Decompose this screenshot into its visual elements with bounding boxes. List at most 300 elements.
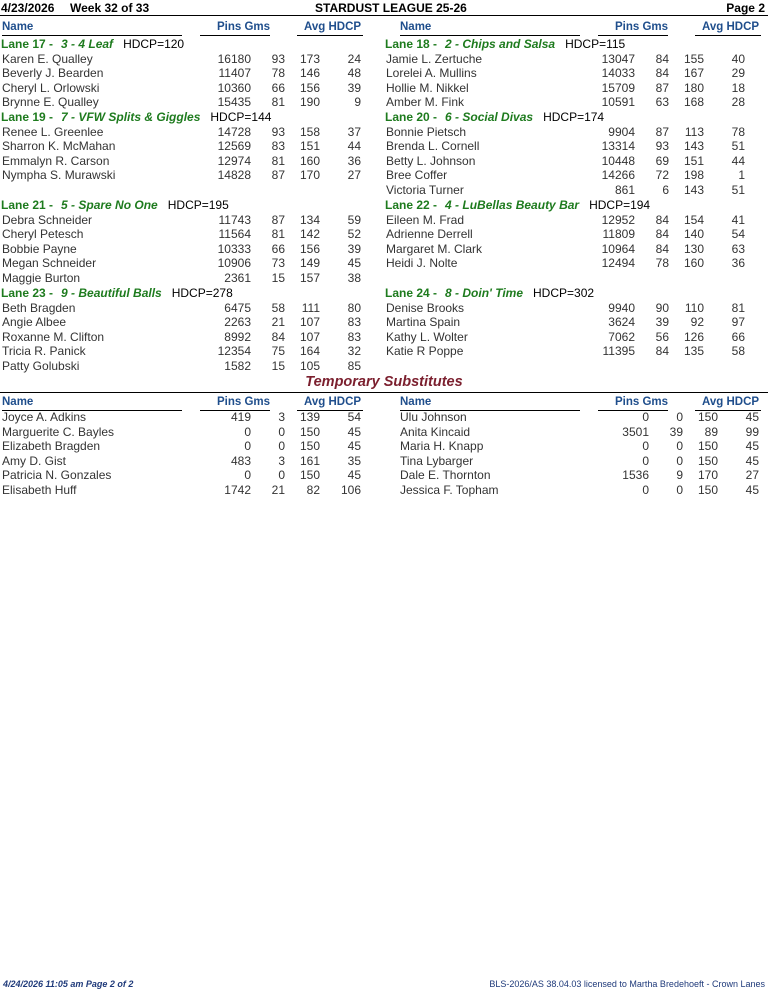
lane-number: Lane 17 - xyxy=(1,37,54,51)
bowler-pins: 13047 xyxy=(601,51,635,66)
column-header-underline xyxy=(200,35,270,36)
bowler-games: 15 xyxy=(271,270,285,285)
column-header-underline xyxy=(695,35,761,36)
bowler-row xyxy=(0,344,380,358)
bowler-games: 66 xyxy=(271,241,285,256)
bowler-average: 150 xyxy=(299,439,320,453)
bowler-name: Martina Spain xyxy=(386,315,461,329)
bowler-average: 156 xyxy=(299,80,320,95)
bowler-pins: 10360 xyxy=(217,80,251,95)
bowler-name: Beverly J. Bearden xyxy=(2,66,104,80)
bowler-games: 63 xyxy=(655,95,669,109)
bowler-row xyxy=(384,227,764,241)
bowler-row xyxy=(398,468,768,482)
bowler-name: Victoria Turner xyxy=(386,182,464,197)
bowler-name: Patricia N. Gonzales xyxy=(2,468,112,482)
bowler-name: Nympha S. Murawski xyxy=(2,168,116,182)
team-handicap: HDCP=174 xyxy=(543,110,605,124)
bowler-average: 149 xyxy=(299,256,320,270)
bowler-row xyxy=(398,425,768,439)
bowler-games: 84 xyxy=(655,227,669,241)
bowler-handicap: 63 xyxy=(731,241,745,256)
lane-heading xyxy=(1,37,184,51)
bowler-games: 39 xyxy=(655,315,669,329)
bowler-handicap: 59 xyxy=(347,212,361,227)
bowler-pins: 10906 xyxy=(217,256,251,270)
bowler-handicap: 45 xyxy=(745,410,759,424)
bowler-average: 170 xyxy=(299,168,320,182)
bowler-games: 81 xyxy=(271,227,285,241)
bowler-average: 198 xyxy=(683,168,704,182)
bowler-games: 90 xyxy=(655,300,669,315)
bowler-games: 6 xyxy=(662,182,669,197)
bowler-row xyxy=(0,154,380,168)
bowler-average: 150 xyxy=(697,482,718,497)
bowler-average: 113 xyxy=(684,124,704,139)
bowler-games: 73 xyxy=(271,256,285,270)
bowler-average: 126 xyxy=(683,329,704,344)
bowler-row xyxy=(0,483,380,497)
bowler-name: Jessica F. Topham xyxy=(400,482,499,497)
bowler-name: Lorelei A. Mullins xyxy=(386,66,477,80)
bowler-row xyxy=(0,271,380,285)
bowler-row xyxy=(384,315,764,329)
team-handicap: HDCP=194 xyxy=(589,198,651,212)
bowler-handicap: 39 xyxy=(347,80,361,95)
bowler-row xyxy=(384,301,764,315)
bowler-pins: 13314 xyxy=(601,139,635,153)
bowler-average: 157 xyxy=(299,270,320,285)
bowler-handicap: 81 xyxy=(731,300,745,315)
bowler-row xyxy=(0,315,380,329)
bowler-games: 58 xyxy=(271,300,285,315)
bowler-handicap: 83 xyxy=(347,329,361,344)
bowler-average: 110 xyxy=(684,300,704,315)
column-header-underline xyxy=(2,35,182,36)
bowler-pins: 7062 xyxy=(608,329,635,344)
bowler-name: Hollie M. Nikkel xyxy=(386,80,469,95)
bowler-pins: 10333 xyxy=(217,241,251,256)
bowler-pins: 9904 xyxy=(608,124,635,139)
bowler-pins: 419 xyxy=(230,410,251,424)
bowler-games: 21 xyxy=(271,482,285,497)
bowler-average: 140 xyxy=(683,227,704,241)
bowler-pins: 6475 xyxy=(224,300,251,315)
bowler-handicap: 27 xyxy=(745,468,759,482)
bowler-pins: 483 xyxy=(230,453,251,468)
bowler-row xyxy=(0,439,380,453)
team-name: 7 - VFW Splits & Giggles xyxy=(61,110,201,124)
bowler-handicap: 51 xyxy=(731,182,745,197)
bowler-pins: 10448 xyxy=(601,153,635,168)
bowler-games: 56 xyxy=(655,329,669,344)
bowler-name: Bobbie Payne xyxy=(2,241,77,256)
bowler-pins: 11407 xyxy=(218,66,251,80)
column-header-name: Name xyxy=(2,396,34,408)
bowler-games: 78 xyxy=(655,256,669,270)
lane-heading xyxy=(385,198,650,212)
bowler-name: Dale E. Thornton xyxy=(400,468,491,482)
bowler-games: 21 xyxy=(271,315,285,329)
substitutes-rule xyxy=(0,392,768,393)
team-handicap: HDCP=302 xyxy=(533,286,595,300)
bowler-row xyxy=(384,52,764,66)
lane-number: Lane 22 - xyxy=(385,198,438,212)
column-header-name: Name xyxy=(400,21,432,33)
bowler-row xyxy=(384,256,764,270)
team-handicap: HDCP=195 xyxy=(167,198,229,212)
bowler-average: 92 xyxy=(690,315,704,329)
bowler-games: 69 xyxy=(655,153,669,168)
bowler-handicap: 45 xyxy=(347,256,361,270)
week-label: Week 32 of 33 xyxy=(70,1,150,15)
bowler-games: 3 xyxy=(278,410,285,424)
bowler-row xyxy=(0,359,380,373)
bowler-pins: 14728 xyxy=(217,124,251,139)
bowler-pins: 14266 xyxy=(601,168,635,182)
bowler-average: 154 xyxy=(683,212,704,227)
bowler-name: Emmalyn R. Carson xyxy=(2,153,110,168)
lane-heading xyxy=(385,37,625,51)
bowler-games: 0 xyxy=(278,468,285,482)
bowler-average: 164 xyxy=(299,344,320,358)
bowler-name: Megan Schneider xyxy=(2,256,97,270)
bowler-handicap: 41 xyxy=(731,212,745,227)
bowler-games: 93 xyxy=(655,139,669,153)
bowler-games: 84 xyxy=(655,66,669,80)
bowler-pins: 11743 xyxy=(218,212,251,227)
bowler-row xyxy=(0,95,380,109)
bowler-games: 0 xyxy=(676,439,683,453)
bowler-games: 84 xyxy=(655,241,669,256)
bowler-name: Elisabeth Huff xyxy=(2,482,77,497)
bowler-average: 168 xyxy=(683,95,704,109)
bowler-handicap: 83 xyxy=(347,315,361,329)
bowler-pins: 12354 xyxy=(217,344,251,358)
bowler-pins: 14828 xyxy=(217,168,251,182)
bowler-row xyxy=(0,256,380,270)
column-header-avg-hdcp: Avg HDCP xyxy=(304,396,362,408)
bowler-pins: 12974 xyxy=(217,153,251,168)
bowler-games: 0 xyxy=(676,410,683,424)
bowler-name: Patty Golubski xyxy=(2,358,80,373)
bowler-pins: 0 xyxy=(244,439,251,453)
bowler-row xyxy=(398,439,768,453)
bowler-pins: 12952 xyxy=(601,212,635,227)
bowler-row xyxy=(0,410,380,424)
bowler-pins: 10591 xyxy=(601,95,635,109)
bowler-games: 0 xyxy=(676,453,683,468)
lane-number: Lane 19 - xyxy=(1,110,54,124)
bowler-name: Tina Lybarger xyxy=(400,453,474,468)
bowler-row xyxy=(384,154,764,168)
bowler-pins: 0 xyxy=(642,439,649,453)
bowler-row xyxy=(0,242,380,256)
team-handicap: HDCP=120 xyxy=(123,37,185,51)
team-name: 4 - LuBellas Beauty Bar xyxy=(445,198,580,212)
bowler-average: 161 xyxy=(299,453,320,468)
bowler-average: 150 xyxy=(697,439,718,453)
bowler-average: 160 xyxy=(683,256,704,270)
lane-number: Lane 21 - xyxy=(1,198,54,212)
bowler-handicap: 106 xyxy=(340,482,361,497)
bowler-pins: 861 xyxy=(614,182,635,197)
bowler-average: 151 xyxy=(299,139,320,153)
bowler-handicap: 9 xyxy=(354,95,361,109)
bowler-handicap: 32 xyxy=(347,344,361,358)
bowler-name: Roxanne M. Clifton xyxy=(2,329,105,344)
bowler-average: 190 xyxy=(299,95,320,109)
bowler-handicap: 99 xyxy=(745,424,759,439)
column-header-avg-hdcp: Avg HDCP xyxy=(702,396,760,408)
bowler-average: 107 xyxy=(299,315,320,329)
bowler-handicap: 97 xyxy=(731,315,745,329)
bowler-name: Heidi J. Nolte xyxy=(386,256,458,270)
bowler-row xyxy=(384,213,764,227)
bowler-handicap: 18 xyxy=(731,80,745,95)
bowler-pins: 0 xyxy=(244,424,251,439)
bowler-average: 173 xyxy=(299,51,320,66)
bowler-average: 160 xyxy=(299,153,320,168)
bowler-name: Betty L. Johnson xyxy=(386,153,476,168)
report-date: 4/23/2026 xyxy=(1,1,55,15)
bowler-row xyxy=(384,168,764,182)
bowler-handicap: 24 xyxy=(347,51,361,66)
bowler-name: Cheryl L. Orlowski xyxy=(2,80,100,95)
bowler-average: 155 xyxy=(683,51,704,66)
bowler-games: 84 xyxy=(655,344,669,358)
bowler-average: 151 xyxy=(683,153,704,168)
bowler-handicap: 54 xyxy=(347,410,361,424)
lane-number: Lane 18 - xyxy=(385,37,438,51)
bowler-handicap: 38 xyxy=(347,270,361,285)
bowler-row xyxy=(0,468,380,482)
bowler-name: Anita Kincaid xyxy=(400,424,471,439)
lane-heading xyxy=(385,286,594,300)
bowler-row xyxy=(384,183,764,197)
bowler-handicap: 45 xyxy=(745,439,759,453)
column-header-underline xyxy=(598,35,668,36)
bowler-name: Adrienne Derrell xyxy=(386,227,473,241)
bowler-name: Tricia R. Panick xyxy=(2,344,86,358)
column-header-underline xyxy=(400,35,580,36)
lane-number: Lane 24 - xyxy=(385,286,438,300)
bowler-average: 105 xyxy=(299,358,320,373)
bowler-row xyxy=(384,66,764,80)
lane-heading xyxy=(385,110,604,124)
column-header-avg-hdcp: Avg HDCP xyxy=(702,21,760,33)
bowler-name: Denise Brooks xyxy=(386,300,465,315)
bowler-average: 150 xyxy=(697,453,718,468)
bowler-row xyxy=(0,213,380,227)
bowler-name: Sharron K. McMahan xyxy=(2,139,116,153)
bowler-games: 87 xyxy=(271,212,285,227)
bowler-row xyxy=(398,483,768,497)
bowler-row xyxy=(384,125,764,139)
bowler-games: 9 xyxy=(676,468,683,482)
column-header-pins-gms: Pins Gms xyxy=(217,396,271,408)
bowler-average: 143 xyxy=(683,182,704,197)
bowler-row xyxy=(384,242,764,256)
bowler-name: Eileen M. Frad xyxy=(386,212,465,227)
bowler-name: Amber M. Fink xyxy=(386,95,465,109)
bowler-games: 0 xyxy=(278,439,285,453)
bowler-handicap: 40 xyxy=(731,51,745,66)
lane-number: Lane 20 - xyxy=(385,110,438,124)
bowler-name: Marguerite C. Bayles xyxy=(2,424,115,439)
bowler-handicap: 54 xyxy=(731,227,745,241)
bowler-row xyxy=(384,81,764,95)
bowler-row xyxy=(384,344,764,358)
bowler-pins: 14033 xyxy=(601,66,635,80)
bowler-handicap: 48 xyxy=(347,66,361,80)
bowler-handicap: 29 xyxy=(731,66,745,80)
bowler-row xyxy=(0,139,380,153)
bowler-games: 84 xyxy=(655,212,669,227)
bowler-pins: 1582 xyxy=(224,358,251,373)
bowler-games: 87 xyxy=(271,168,285,182)
bowler-pins: 1742 xyxy=(224,482,251,497)
header-rule xyxy=(0,15,768,16)
bowler-games: 93 xyxy=(271,51,285,66)
bowler-average: 167 xyxy=(683,66,704,80)
lane-heading xyxy=(1,198,229,212)
bowler-pins: 2361 xyxy=(224,270,251,285)
bowler-games: 81 xyxy=(271,95,285,109)
bowler-pins: 10964 xyxy=(601,241,635,256)
bowler-pins: 1536 xyxy=(622,468,649,482)
bowler-row xyxy=(384,139,764,153)
bowler-handicap: 52 xyxy=(347,227,361,241)
bowler-games: 72 xyxy=(655,168,669,182)
bowler-pins: 11395 xyxy=(602,344,635,358)
bowler-handicap: 45 xyxy=(347,424,361,439)
bowler-average: 135 xyxy=(683,344,704,358)
page-label: Page 2 xyxy=(726,1,765,15)
bowler-games: 39 xyxy=(669,424,683,439)
team-handicap: HDCP=278 xyxy=(171,286,233,300)
bowler-row xyxy=(0,66,380,80)
bowler-pins: 12569 xyxy=(217,139,251,153)
lane-heading xyxy=(1,286,233,300)
bowler-handicap: 44 xyxy=(731,153,745,168)
bowler-name: Jamie L. Zertuche xyxy=(386,51,483,66)
bowler-name: Elizabeth Bragden xyxy=(2,439,101,453)
team-handicap: HDCP=144 xyxy=(210,110,272,124)
bowler-handicap: 85 xyxy=(347,358,361,373)
column-header-underline xyxy=(297,35,363,36)
bowler-name: Brenda L. Cornell xyxy=(386,139,480,153)
bowler-average: 134 xyxy=(299,212,320,227)
bowler-games: 0 xyxy=(278,424,285,439)
bowler-row xyxy=(398,410,768,424)
bowler-row xyxy=(384,330,764,344)
footer-timestamp: 4/24/2026 11:05 am Page 2 of 2 xyxy=(3,979,134,989)
bowler-row xyxy=(384,95,764,109)
bowler-pins: 3501 xyxy=(622,424,649,439)
bowler-row xyxy=(0,301,380,315)
bowler-pins: 0 xyxy=(244,468,251,482)
bowler-name: Maggie Burton xyxy=(2,270,81,285)
team-name: 2 - Chips and Salsa xyxy=(445,37,556,51)
bowler-games: 83 xyxy=(271,139,285,153)
bowler-handicap: 66 xyxy=(731,329,745,344)
bowler-average: 180 xyxy=(683,80,704,95)
column-header-name: Name xyxy=(2,21,34,33)
team-name: 8 - Doin' Time xyxy=(445,286,524,300)
bowler-average: 156 xyxy=(299,241,320,256)
bowler-pins: 0 xyxy=(642,410,649,424)
bowler-average: 158 xyxy=(299,124,320,139)
column-header-pins-gms: Pins Gms xyxy=(615,396,669,408)
bowler-name: Katie R Poppe xyxy=(386,344,464,358)
substitutes-title: Temporary Substitutes xyxy=(305,374,463,390)
bowler-average: 150 xyxy=(299,424,320,439)
bowler-row xyxy=(0,454,380,468)
bowler-handicap: 45 xyxy=(347,439,361,453)
team-name: 5 - Spare No One xyxy=(61,198,158,212)
bowler-games: 3 xyxy=(278,453,285,468)
bowler-average: 150 xyxy=(697,410,718,424)
bowler-name: Bree Coffer xyxy=(386,168,448,182)
bowler-name: Maria H. Knapp xyxy=(400,439,484,453)
bowler-name: Debra Schneider xyxy=(2,212,93,227)
bowler-games: 87 xyxy=(655,80,669,95)
bowler-average: 146 xyxy=(299,66,320,80)
bowler-games: 66 xyxy=(271,80,285,95)
bowler-pins: 3624 xyxy=(608,315,635,329)
bowler-pins: 8992 xyxy=(224,329,251,344)
team-name: 3 - 4 Leaf xyxy=(61,37,114,51)
bowler-name: Kathy L. Wolter xyxy=(386,329,468,344)
bowler-handicap: 45 xyxy=(347,468,361,482)
bowler-handicap: 35 xyxy=(347,453,361,468)
league-title: STARDUST LEAGUE 25-26 xyxy=(315,1,467,15)
bowler-pins: 0 xyxy=(642,453,649,468)
bowler-name: Karen E. Qualley xyxy=(2,51,93,66)
footer-license: BLS-2026/AS 38.04.03 licensed to Martha Bredehoeft - Crown Lanes xyxy=(489,979,765,989)
bowler-games: 78 xyxy=(271,66,285,80)
bowler-name: Beth Bragden xyxy=(2,300,76,315)
bowler-handicap: 1 xyxy=(738,168,745,182)
bowler-name: Bonnie Pietsch xyxy=(386,124,467,139)
bowler-handicap: 27 xyxy=(347,168,361,182)
column-header-avg-hdcp: Avg HDCP xyxy=(304,21,362,33)
bowler-games: 0 xyxy=(676,482,683,497)
bowler-name: Amy D. Gist xyxy=(2,453,67,468)
bowler-pins: 9940 xyxy=(608,300,635,315)
bowler-name: Margaret M. Clark xyxy=(386,241,483,256)
bowler-row xyxy=(0,227,380,241)
bowler-handicap: 51 xyxy=(731,139,745,153)
bowler-name: Angie Albee xyxy=(2,315,67,329)
bowler-handicap: 78 xyxy=(731,124,745,139)
bowler-handicap: 80 xyxy=(347,300,361,315)
bowler-average: 170 xyxy=(697,468,718,482)
bowler-name: Renee L. Greenlee xyxy=(2,124,104,139)
bowler-average: 150 xyxy=(299,468,320,482)
column-header-pins-gms: Pins Gms xyxy=(615,21,669,33)
team-handicap: HDCP=115 xyxy=(565,37,626,51)
lane-number: Lane 23 - xyxy=(1,286,54,300)
bowler-pins: 0 xyxy=(642,482,649,497)
bowler-games: 84 xyxy=(655,51,669,66)
lane-heading xyxy=(1,110,271,124)
bowler-pins: 11809 xyxy=(602,227,635,241)
column-header-pins-gms: Pins Gms xyxy=(217,21,271,33)
bowler-row xyxy=(0,81,380,95)
bowler-games: 84 xyxy=(271,329,285,344)
